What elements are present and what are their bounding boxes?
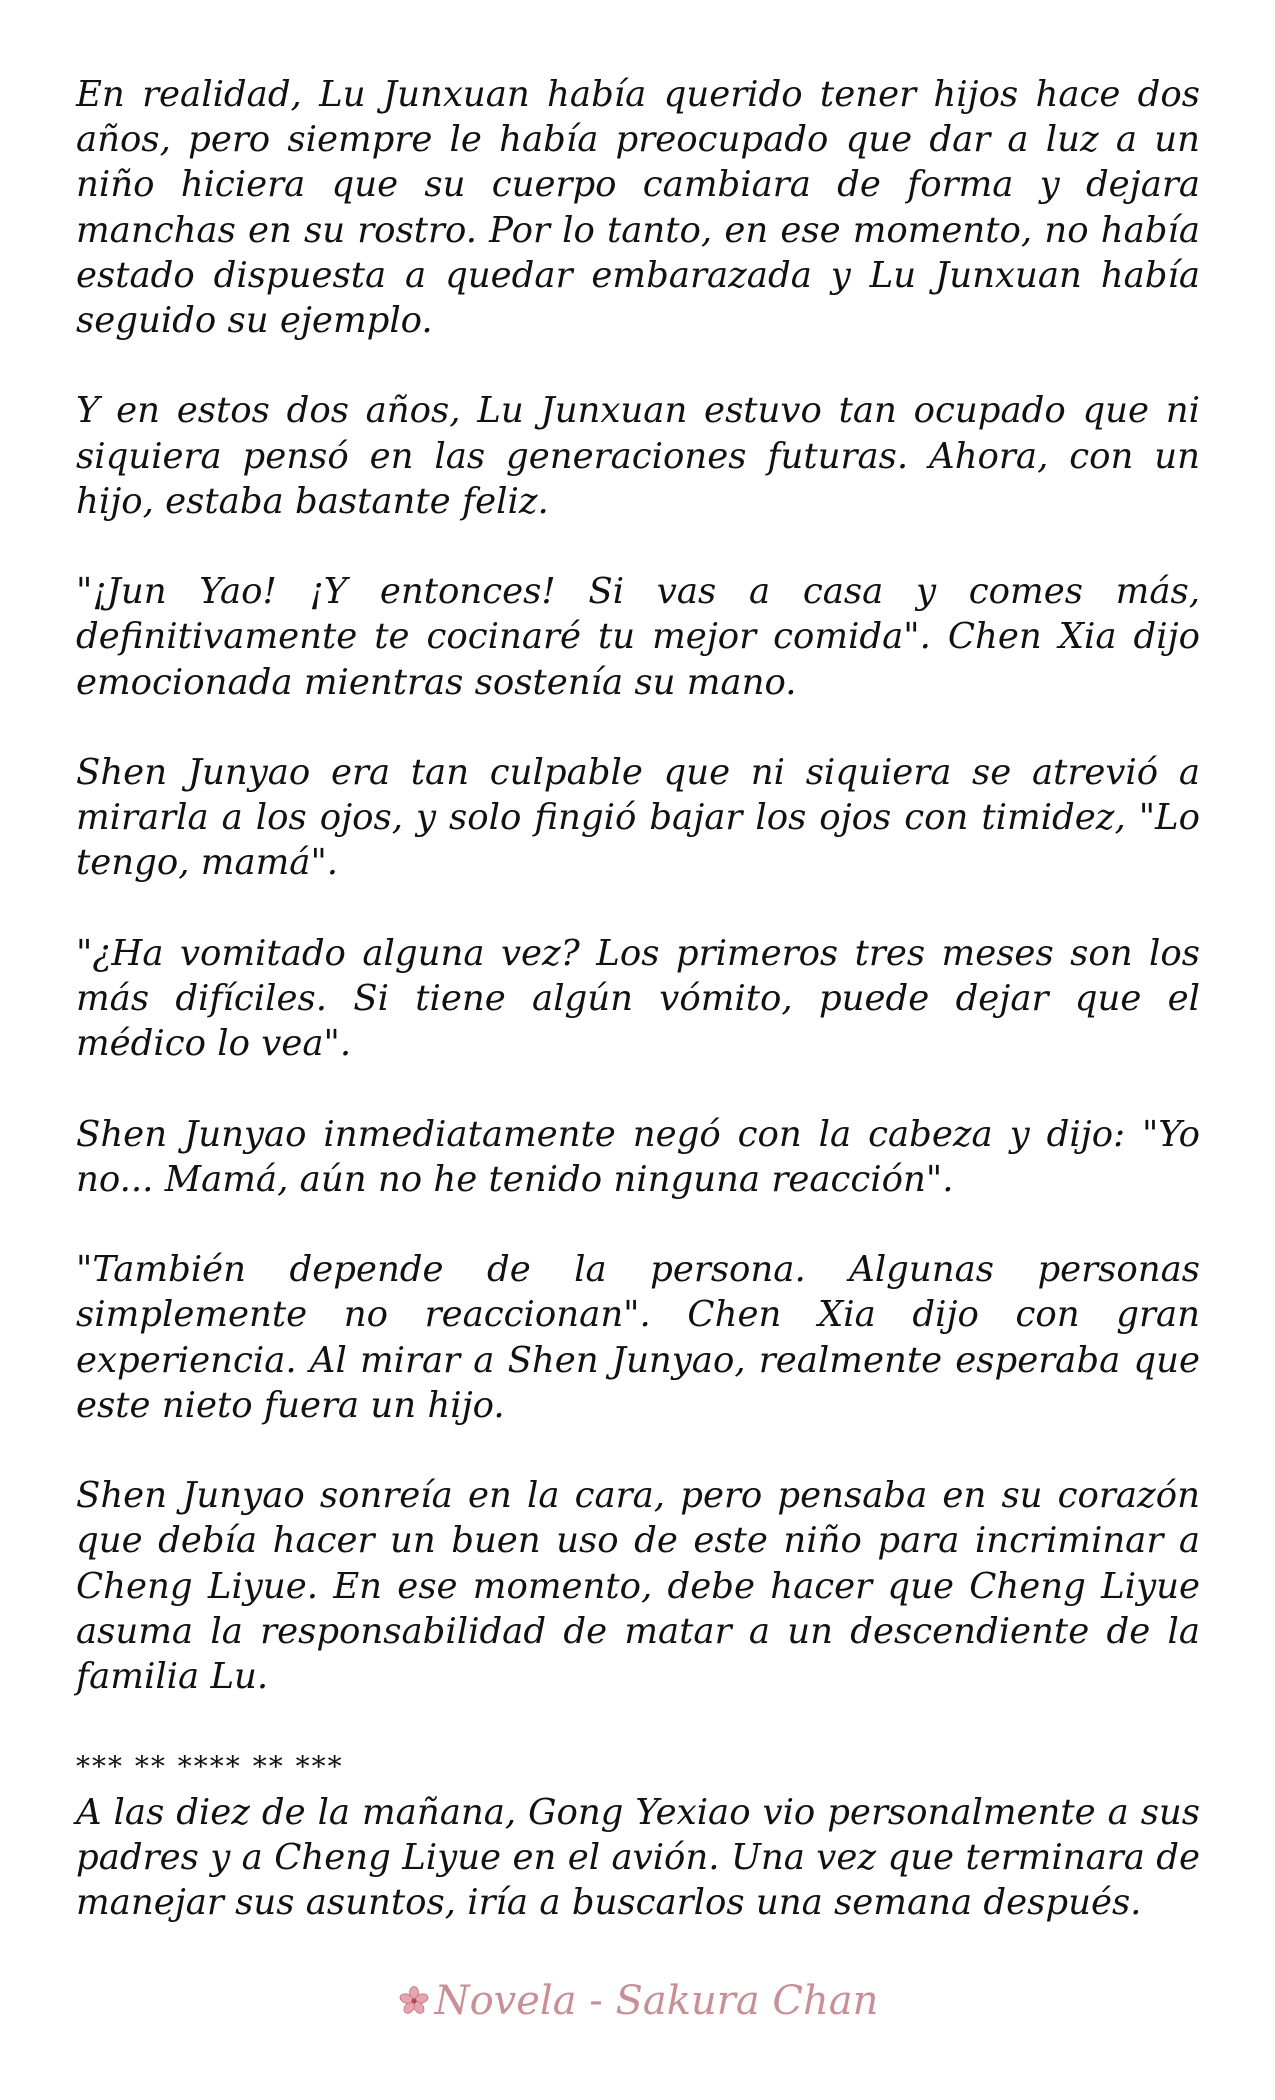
paragraph-6: Shen Junyao inmediatamente negó con la cabeza y dijo: "Yo no... Mamá, aún no he tenido ninguna reacción". bbox=[76, 1113, 1200, 1200]
paragraph-8: Shen Junyao sonreía en la cara, pero pensaba en su corazón que debía hacer un buen uso de este niño para incriminar a Cheng Liyue. En ese momento, debe hacer que Cheng Liyue asuma la responsabilidad de matar a un descendiente de la familia Lu. bbox=[76, 1475, 1200, 1697]
chapter-text bbox=[76, 72, 1200, 1925]
scene-separator: *** ** **** ** *** bbox=[76, 1750, 344, 1784]
paragraph-1: En realidad, Lu Junxuan había querido tener hijos hace dos años, pero siempre le había preocupado que dar a luz a un niño hiciera que su cuerpo cambiara de forma y dejara manchas en su rostro. Por lo tanto, en ese momento, no había estado dispuesta a quedar embarazada y Lu Junxuan había seguido su ejemplo. bbox=[76, 74, 1200, 342]
paragraph-9: A las diez de la mañana, Gong Yexiao vio personalmente a sus padres y a Cheng Liyue en el avión. Una vez que terminara de manejar sus asuntos, iría a buscarlos una semana después. bbox=[76, 1791, 1200, 1923]
sakura-blossom-icon bbox=[397, 1984, 431, 2018]
paragraph-5: "¿Ha vomitado alguna vez? Los primeros tres meses son los más difíciles. Si tiene algún vómito, puede dejar que el médico lo vea". bbox=[76, 932, 1200, 1065]
watermark bbox=[0, 1976, 1275, 2026]
watermark-text: Novela - Sakura Chan bbox=[434, 1978, 879, 2024]
paragraph-2: Y en estos dos años, Lu Junxuan estuvo tan ocupado que ni siquiera pensó en las generaciones futuras. Ahora, con un hijo, estaba bastante feliz. bbox=[76, 390, 1200, 522]
paragraph-3: "¡Jun Yao! ¡Y entonces! Si vas a casa y comes más, definitivamente te cocinaré tu mejor comida". Chen Xia dijo emocionada mientras sostenía su mano. bbox=[76, 571, 1200, 703]
paragraph-7: "También depende de la persona. Algunas personas simplemente no reaccionan". Chen Xia dijo con gran experiencia. Al mirar a Shen Junyao, realmente esperaba que este nieto fuera un hijo. bbox=[76, 1249, 1200, 1426]
paragraph-4: Shen Junyao era tan culpable que ni siquiera se atrevió a mirarla a los ojos, y solo fingió bajar los ojos con timidez, "Lo tengo, mamá". bbox=[76, 752, 1200, 884]
